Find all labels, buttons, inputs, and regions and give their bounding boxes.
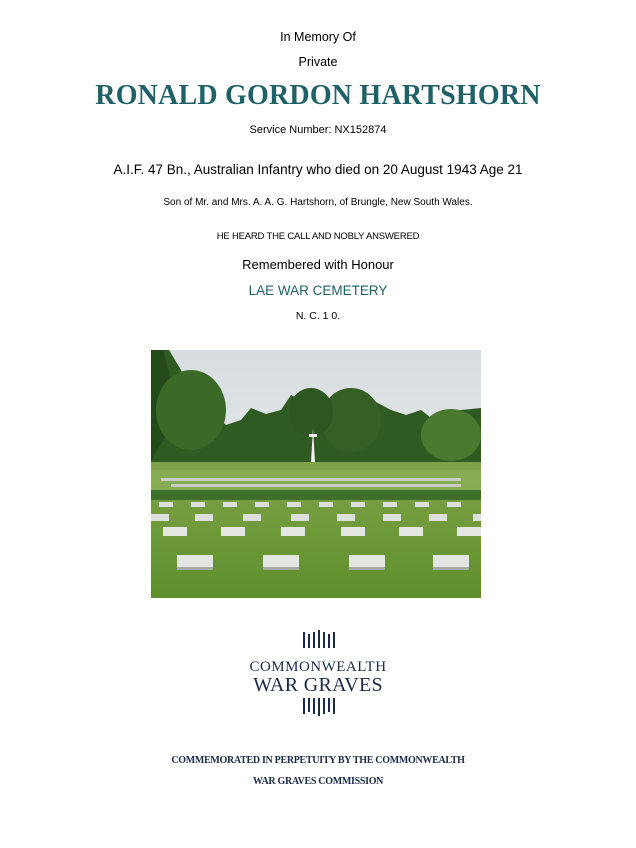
rank-text: Private [298, 55, 338, 69]
cemetery-photo-illustration [151, 350, 481, 598]
service-number: Service Number: NX152874 [249, 124, 387, 136]
cemetery-name: LAE WAR CEMETERY [248, 283, 388, 298]
honour-text: Remembered with Honour [242, 257, 394, 272]
intro-text: In Memory Of [280, 30, 356, 44]
footer-line-2: WAR GRAVES COMMISSION [252, 776, 384, 787]
cwgc-emblem [218, 628, 418, 720]
unit-and-death-line: A.I.F. 47 Bn., Australian Infantry who died on 20 August 1943 Age 21 [113, 162, 523, 177]
footer-line-1: COMMEMORATED IN PERPETUITY BY THE COMMONWEALTH [171, 755, 465, 766]
epitaph: HE HEARD THE CALL AND NOBLY ANSWERED [216, 231, 420, 242]
family-details: Son of Mr. and Mrs. A. A. G. Hartshorn, of Brungle, New South Wales. [163, 197, 473, 208]
grave-reference: N. C. 1 0. [295, 310, 341, 322]
cemetery-photo [151, 350, 481, 598]
cwgc-logo [218, 628, 418, 720]
logo-line1: COMMONWEALTH [249, 659, 387, 675]
soldier-name: RONALD GORDON HARTSHORN [95, 80, 541, 111]
logo-line2: WAR GRAVES [253, 674, 383, 696]
